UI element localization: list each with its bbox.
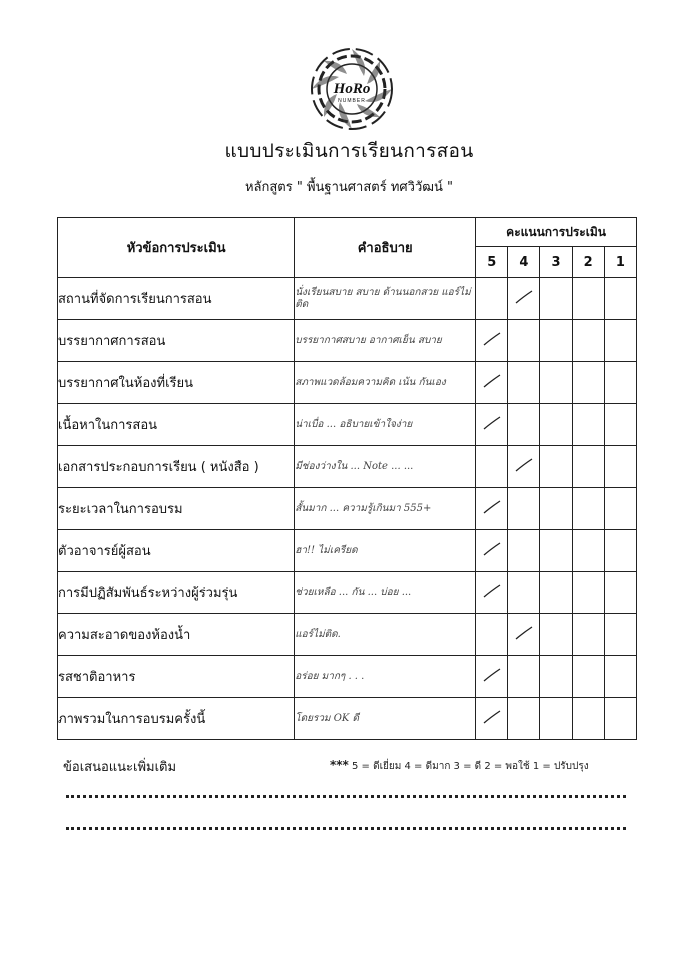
score-cell-4[interactable] bbox=[508, 278, 540, 320]
score-level-header: 2 bbox=[572, 247, 604, 278]
score-cell-2[interactable] bbox=[572, 278, 604, 320]
score-cell-1[interactable] bbox=[604, 362, 636, 404]
score-cell-2[interactable] bbox=[572, 656, 604, 698]
row-topic: บรรยากาศในห้องที่เรียน bbox=[58, 362, 295, 404]
row-topic: บรรยากาศการสอน bbox=[58, 320, 295, 362]
row-topic: ระยะเวลาในการอบรม bbox=[58, 488, 295, 530]
score-cell-3[interactable] bbox=[540, 656, 572, 698]
row-handwritten-comment[interactable]: ช่วยเหลือ ... กัน ... บ่อย ... bbox=[295, 572, 476, 614]
row-handwritten-comment[interactable]: มีช่องว่างใน ... Note ... ... bbox=[295, 446, 476, 488]
score-cell-2[interactable] bbox=[572, 362, 604, 404]
row-topic: เนื้อหาในการสอน bbox=[58, 404, 295, 446]
row-handwritten-comment[interactable]: แอร์ไม่ติด. bbox=[295, 614, 476, 656]
score-cell-5[interactable] bbox=[476, 362, 508, 404]
row-topic: รสชาติอาหาร bbox=[58, 656, 295, 698]
score-cell-4[interactable] bbox=[508, 572, 540, 614]
table-row bbox=[58, 572, 637, 614]
score-cell-2[interactable] bbox=[572, 572, 604, 614]
row-topic: การมีปฏิสัมพันธ์ระหว่างผู้ร่วมรุ่น bbox=[58, 572, 295, 614]
checkmark-icon bbox=[483, 499, 501, 515]
course-subtitle: หลักสูตร " พื้นฐานศาสตร์ ทศวิวัฒน์ " bbox=[244, 180, 454, 195]
table-row bbox=[58, 404, 637, 446]
score-cell-2[interactable] bbox=[572, 530, 604, 572]
row-handwritten-comment[interactable]: น่าเบื่อ ... อธิบายเข้าใจง่าย bbox=[295, 404, 476, 446]
checkmark-icon bbox=[515, 457, 533, 473]
score-cell-1[interactable] bbox=[604, 278, 636, 320]
header-topic: หัวข้อการประเมิน bbox=[58, 218, 295, 278]
score-cell-4[interactable] bbox=[508, 362, 540, 404]
score-cell-1[interactable] bbox=[604, 404, 636, 446]
suggestion-line-2[interactable] bbox=[66, 827, 626, 830]
score-level-header: 3 bbox=[540, 247, 572, 278]
score-cell-4[interactable] bbox=[508, 698, 540, 740]
row-handwritten-comment[interactable]: นั่งเรียนสบาย สบาย ด้านนอกสวย แอร์ไม่ติด bbox=[295, 278, 476, 320]
evaluation-table bbox=[57, 217, 637, 740]
score-cell-5[interactable] bbox=[476, 320, 508, 362]
header-scores: คะแนนการประเมิน bbox=[476, 218, 637, 247]
table-row bbox=[58, 614, 637, 656]
score-cell-2[interactable] bbox=[572, 614, 604, 656]
table-row bbox=[58, 530, 637, 572]
table-row bbox=[58, 698, 637, 740]
row-topic: สถานที่จัดการเรียนการสอน bbox=[58, 278, 295, 320]
table-row bbox=[58, 362, 637, 404]
checkmark-icon bbox=[483, 331, 501, 347]
row-handwritten-comment[interactable]: บรรยากาศสบาย อากาศเย็น สบาย bbox=[295, 320, 476, 362]
score-cell-1[interactable] bbox=[604, 614, 636, 656]
score-cell-4[interactable] bbox=[508, 320, 540, 362]
score-cell-3[interactable] bbox=[540, 614, 572, 656]
score-cell-3[interactable] bbox=[540, 404, 572, 446]
score-cell-2[interactable] bbox=[572, 698, 604, 740]
row-topic: ภาพรวมในการอบรมครั้งนี้ bbox=[58, 698, 295, 740]
table-row bbox=[58, 488, 637, 530]
score-cell-5[interactable] bbox=[476, 572, 508, 614]
score-level-header: 1 bbox=[604, 247, 636, 278]
form-title: แบบประเมินการเรียนการสอน bbox=[224, 140, 474, 162]
score-cell-4[interactable] bbox=[508, 614, 540, 656]
score-cell-3[interactable] bbox=[540, 530, 572, 572]
score-cell-1[interactable] bbox=[604, 572, 636, 614]
score-cell-3[interactable] bbox=[540, 320, 572, 362]
score-cell-4[interactable] bbox=[508, 656, 540, 698]
score-level-header: 4 bbox=[508, 247, 540, 278]
score-cell-1[interactable] bbox=[604, 656, 636, 698]
logo-sub-text: NUMBER bbox=[338, 98, 366, 104]
header-description: คำอธิบาย bbox=[295, 218, 476, 278]
score-cell-5[interactable] bbox=[476, 530, 508, 572]
score-cell-2[interactable] bbox=[572, 404, 604, 446]
score-cell-5[interactable] bbox=[476, 488, 508, 530]
score-cell-2[interactable] bbox=[572, 488, 604, 530]
logo-main-text: HoRo bbox=[333, 81, 371, 97]
row-topic: ความสะอาดของห้องน้ำ bbox=[58, 614, 295, 656]
table-row bbox=[58, 278, 637, 320]
checkmark-icon bbox=[483, 373, 501, 389]
table-row bbox=[58, 446, 637, 488]
row-handwritten-comment[interactable]: โดยรวม OK ดี bbox=[295, 698, 476, 740]
score-cell-1[interactable] bbox=[604, 530, 636, 572]
score-cell-3[interactable] bbox=[540, 362, 572, 404]
checkmark-icon bbox=[483, 541, 501, 557]
score-cell-5[interactable] bbox=[476, 698, 508, 740]
score-cell-5[interactable] bbox=[476, 278, 508, 320]
score-cell-3[interactable] bbox=[540, 278, 572, 320]
score-cell-1[interactable] bbox=[604, 446, 636, 488]
row-handwritten-comment[interactable]: อร่อย มากๆ . . . bbox=[295, 656, 476, 698]
checkmark-icon bbox=[483, 583, 501, 599]
checkmark-icon bbox=[515, 625, 533, 641]
checkmark-icon bbox=[515, 289, 533, 305]
score-cell-1[interactable] bbox=[604, 320, 636, 362]
checkmark-icon bbox=[483, 415, 501, 431]
score-cell-4[interactable] bbox=[508, 530, 540, 572]
score-cell-3[interactable] bbox=[540, 488, 572, 530]
score-cell-2[interactable] bbox=[572, 446, 604, 488]
legend-stars: *** bbox=[330, 758, 349, 772]
score-legend bbox=[330, 758, 589, 774]
legend-text: 5 = ดีเยี่ยม 4 = ดีมาก 3 = ดี 2 = พอใช้ 1 = ปรับปรุง bbox=[352, 761, 589, 772]
checkmark-icon bbox=[483, 709, 501, 725]
score-cell-1[interactable] bbox=[604, 488, 636, 530]
score-cell-4[interactable] bbox=[508, 488, 540, 530]
table-row bbox=[58, 320, 637, 362]
score-cell-4[interactable] bbox=[508, 446, 540, 488]
score-cell-4[interactable] bbox=[508, 404, 540, 446]
score-cell-5[interactable] bbox=[476, 404, 508, 446]
row-topic: ตัวอาจารย์ผู้สอน bbox=[58, 530, 295, 572]
row-handwritten-comment[interactable]: สภาพแวดล้อมความคิด เน้น กันเอง bbox=[295, 362, 476, 404]
score-level-header: 5 bbox=[476, 247, 508, 278]
score-cell-2[interactable] bbox=[572, 320, 604, 362]
score-cell-3[interactable] bbox=[540, 446, 572, 488]
table-row bbox=[58, 656, 637, 698]
row-handwritten-comment[interactable]: สั้นมาก ... ความรู้เกินมา 555+ bbox=[295, 488, 476, 530]
score-cell-5[interactable] bbox=[476, 446, 508, 488]
row-topic: เอกสารประกอบการเรียน ( หนังสือ ) bbox=[58, 446, 295, 488]
score-cell-3[interactable] bbox=[540, 698, 572, 740]
score-cell-1[interactable] bbox=[604, 698, 636, 740]
score-cell-5[interactable] bbox=[476, 656, 508, 698]
score-cell-5[interactable] bbox=[476, 614, 508, 656]
checkmark-icon bbox=[483, 667, 501, 683]
suggestion-line-1[interactable] bbox=[66, 795, 626, 798]
score-cell-3[interactable] bbox=[540, 572, 572, 614]
suggestion-label: ข้อเสนอแนะเพิ่มเติม bbox=[63, 760, 177, 775]
row-handwritten-comment[interactable]: ฮา!! ไม่เครียด bbox=[295, 530, 476, 572]
horo-number-logo bbox=[309, 46, 395, 132]
